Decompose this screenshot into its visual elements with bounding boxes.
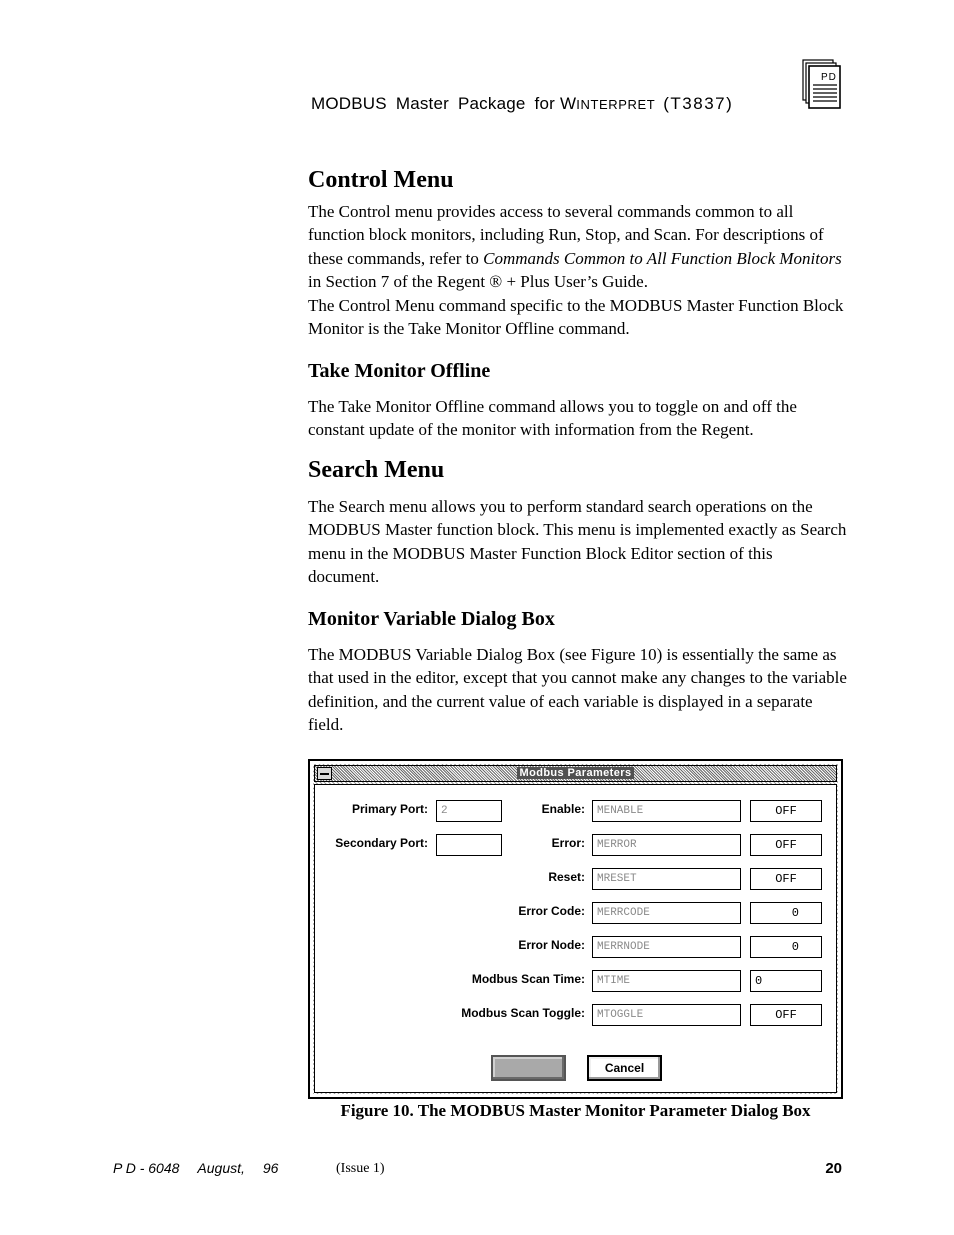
footer-month: August, [197,1160,245,1176]
body-paragraph: The Take Monitor Offline command allows you to toggle on and off the constant update of the monitor with information from the Regent. [308,397,797,440]
error-node-variable-field[interactable]: MERRNODE [592,936,741,958]
header-word: Master [395,94,449,113]
primary-port-label: Primary Port: [351,802,428,816]
subsection-heading: Monitor Variable Dialog Box [308,608,555,630]
reset-label: Reset: [548,870,585,884]
modbus-parameters-dialog [308,759,843,1099]
header-word: Package [457,94,526,113]
body-paragraph: The Control menu provides access to several commands common to all function block monitors, including Run, Stop, and Scan. For descriptions of these commands, refer to Commands Common to All Function Block Monitors in Section 7 of the Regent ® + Plus User’s Guide. [308,202,842,292]
error-value-field: OFF [750,834,822,856]
running-header [311,94,733,114]
scan-time-variable-field[interactable]: MTIME [592,970,741,992]
header-word: MODBUS [311,94,387,113]
header-product-rest: INTERPRET [576,97,656,112]
scan-toggle-variable-field[interactable]: MTOGGLE [592,1004,741,1026]
header-product-initial: W [560,94,577,113]
enable-variable-field[interactable]: MENABLE [592,800,741,822]
reset-variable-field[interactable]: MRESET [592,868,741,890]
footer-year: 96 [262,1160,279,1176]
secondary-port-label: Secondary Port: [335,836,428,850]
scan-time-label: Modbus Scan Time: [471,972,585,986]
figure-caption: Figure 10. The MODBUS Master Monitor Parameter Dialog Box [340,1101,811,1120]
footer-issue: (Issue 1) [336,1161,385,1176]
body-paragraph: The Search menu allows you to perform standard search operations on the MODBUS Master function block. This menu is implemented exactly as Search menu in the MODBUS Master Function Block Editor section of this document. [308,497,847,587]
dialog-title: Modbus Parameters [517,767,635,779]
logo-text: PD [821,72,837,83]
error-label: Error: [551,836,585,850]
header-code: (T3837) [663,94,734,113]
section-heading: Control Menu [308,167,454,193]
subsection-heading: Take Monitor Offline [308,360,491,382]
dialog-titlebar [314,765,837,782]
error-node-label: Error Node: [518,938,585,952]
error-code-value-field: 0 [750,902,822,924]
error-code-label: Error Code: [518,904,585,918]
dialog-body [314,784,837,1093]
error-code-variable-field[interactable]: MERRCODE [592,902,741,924]
primary-port-field[interactable]: 2 [436,800,502,822]
section-heading: Search Menu [308,457,445,483]
error-node-value-field: 0 [750,936,822,958]
footer-doc-number: P D - 6048 [113,1160,180,1176]
ok-button-disabled [491,1055,566,1081]
scan-time-value-field: 0 [750,970,822,992]
body-paragraph: The MODBUS Variable Dialog Box (see Figure 10) is essentially the same as that used in the editor, except that you cannot make any changes to the variable definition, and the current value of each variable is displayed in a separate field. [308,645,847,735]
page-number: 20 [825,1160,842,1177]
body-paragraph: The Control Menu command specific to the MODBUS Master Function Block Monitor is the Take Monitor Offline command. [308,296,844,339]
footer-doc-info [113,1160,296,1176]
scan-toggle-value-field: OFF [750,1004,822,1026]
pd-document-logo [802,59,842,111]
cancel-button[interactable]: Cancel [587,1055,662,1081]
enable-value-field: OFF [750,800,822,822]
enable-label: Enable: [541,802,585,816]
scan-toggle-label: Modbus Scan Toggle: [461,1006,585,1020]
error-variable-field[interactable]: MERROR [592,834,741,856]
reset-value-field: OFF [750,868,822,890]
header-word: for [534,94,555,113]
